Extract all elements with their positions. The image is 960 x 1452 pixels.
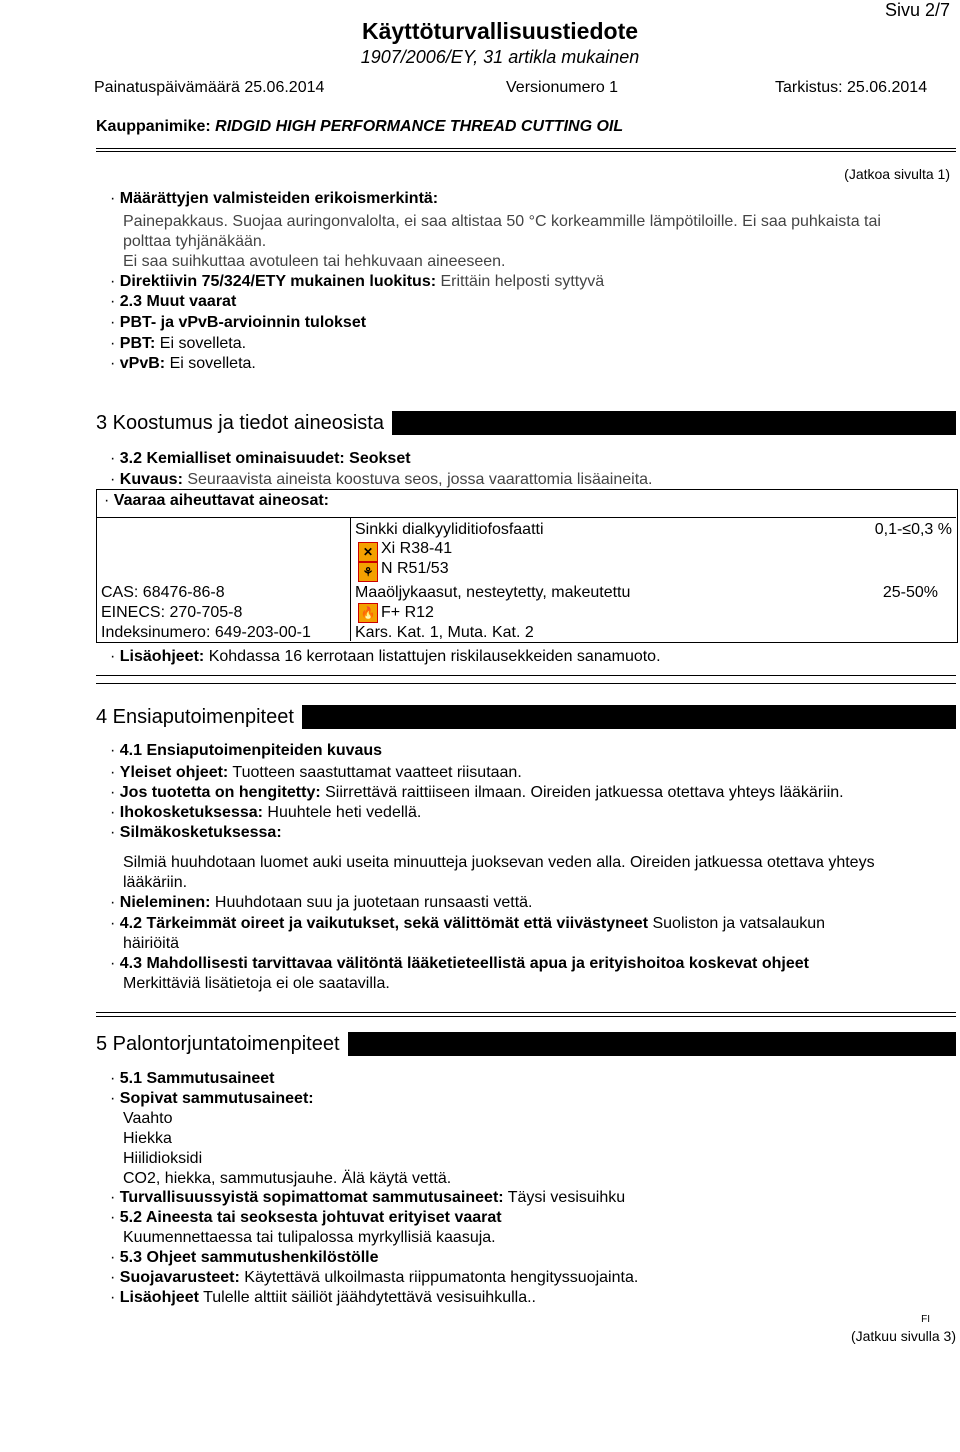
unsuitable-media: · Turvallisuussyistä sopimattomat sammutusaineet: Täysi vesisuihku	[110, 1189, 626, 1206]
ingredient-2-index: Indeksinumero: 649-203-00-1	[101, 624, 311, 641]
eye-contact-line-1: Silmiä huuhdotaan luomet auki useita minuutteja juoksevan veden alla. Oireiden jatkuessa otettava yhteys	[123, 854, 875, 871]
ingestion-value: Huuhdotaan suu ja juotetaan runsaasti vettä.	[214, 894, 533, 911]
eye-contact-label: Silmäkosketuksessa:	[119, 824, 282, 841]
additional-info-label: Lisäohjeet:	[119, 648, 205, 665]
continued-on: (Jatkuu sivulla 3)	[850, 1328, 956, 1344]
symptoms-effects: · 4.2 Tärkeimmät oireet ja vaikutukset, sekä välittömät että viivästyneet Suoliston ja vatsalaukun	[110, 915, 826, 932]
section-4-rule	[96, 1012, 956, 1013]
eye-contact-line-2: lääkäriin.	[123, 874, 188, 891]
ingredient-2-einecs: EINECS: 270-705-8	[101, 604, 243, 621]
document-title: Käyttöturvallisuustiedote	[361, 18, 639, 44]
suitable-media-label: Sopivat sammutusaineet:	[119, 1090, 314, 1107]
pbt-value: Ei sovelleta.	[159, 335, 247, 352]
ingredient-2-class-2: Kars. Kat. 1, Muta. Kat. 2	[355, 624, 534, 641]
inhalation-label: Jos tuotetta on hengitetty:	[119, 784, 321, 801]
additional-info: · Lisäohjeet: Kohdassa 16 kerrotaan listattujen riskilausekkeiden sanamuoto.	[110, 648, 661, 665]
section-5-title: 5 Palontorjuntatoimenpiteet	[96, 1032, 348, 1056]
description-value: Seuraavista aineista koostuva seos, jossa vaarattomia lisäaineita.	[187, 471, 653, 488]
protective-equipment-value: Käytettävä ulkoilmasta riippumatonta hengityssuojainta.	[244, 1269, 639, 1286]
symptoms-continued: häiriöitä	[123, 935, 180, 952]
chemical-label: 3.2 Kemialliset ominaisuudet: Seokset	[119, 450, 411, 467]
symptoms-value: Suoliston ja vatsalaukun	[652, 915, 826, 932]
hazardous-ingredients: · Vaaraa aiheuttavat aineosat:	[104, 492, 333, 510]
other-hazards-label: 2.3 Muut vaarat	[119, 293, 237, 310]
trade-name-value: RIDGID HIGH PERFORMANCE THREAD CUTTING OIL	[215, 118, 624, 135]
protective-equipment-label: Suojavarusteet:	[119, 1269, 240, 1286]
extinguishing-media-label: 5.1 Sammutusaineet	[119, 1070, 275, 1087]
ingestion: · Nieleminen: Huuhdotaan suu ja juotetaan runsaasti vettä.	[110, 894, 533, 911]
flammable-symbol-icon: 🔥	[358, 603, 378, 623]
description-row: · Kuvaus: Seuraavista aineista koostuva seos, jossa vaarattomia lisäaineita.	[110, 471, 653, 488]
pbt-results-label: PBT- ja vPvB-arvioinnin tulokset	[119, 314, 367, 331]
suitable-media: · Sopivat sammutusaineet:	[110, 1090, 314, 1107]
ingredient-1-range: 0,1-≤0,3 %	[874, 521, 952, 538]
skin-contact-value: Huuhtele heti vedellä.	[267, 804, 422, 821]
first-aid-label: 4.1 Ensiaputoimenpiteiden kuvaus	[119, 742, 383, 759]
vpvb-value: Ei sovelleta.	[169, 355, 256, 372]
firefighter-advice-label: 5.3 Ohjeet sammutushenkilöstölle	[119, 1249, 379, 1266]
continued-from: (Jatkoa sivulta 1)	[844, 166, 950, 182]
page-number: Sivu 2/7	[884, 0, 950, 20]
directive-value: Erittäin helposti syttyvä	[440, 273, 605, 290]
section-5-heading	[96, 1032, 956, 1056]
unsuitable-media-label: Turvallisuussyistä sopimattomat sammutusaineet:	[119, 1189, 504, 1206]
ingredient-1-name: Sinkki dialkyyliditiofosfaatti	[355, 521, 544, 538]
general-advice-value: Tuotteen saastuttamat vaatteet riisutaan.	[232, 764, 522, 781]
ingredient-1-class-2: N R51/53	[381, 560, 449, 577]
additional-information-label: Lisäohjeet	[119, 1289, 199, 1306]
medical-attention-label: 4.3 Mahdollisesti tarvittavaa välitöntä lääketieteellistä apua ja erityishoitoa koskevat ohjeet	[119, 955, 809, 972]
first-aid-description: · 4.1 Ensiaputoimenpiteiden kuvaus	[110, 742, 383, 759]
section-3-rule	[96, 675, 956, 676]
symptoms-label: 4.2 Tärkeimmät oireet ja vaikutukset, sekä välittömät että viivästyneet	[119, 915, 649, 932]
vpvb-row: · vPvB: Ei sovelleta.	[110, 355, 256, 372]
section-4-heading	[96, 705, 956, 729]
special-marking-label: Määrättyjen valmisteiden erikoismerkintä:	[119, 190, 439, 207]
general-advice-label: Yleiset ohjeet:	[119, 764, 229, 781]
environment-symbol-icon: ⚘	[358, 562, 378, 582]
unsuitable-media-value: Täysi vesisuihku	[507, 1189, 626, 1206]
irritant-symbol-icon: ✕	[358, 542, 378, 562]
special-marking: · Määrättyjen valmisteiden erikoismerkintä:	[110, 190, 439, 207]
ingredient-2-class-1: F+ R12	[381, 604, 434, 621]
section-4-title: 4 Ensiaputoimenpiteet	[96, 705, 302, 729]
special-hazards-value: Kuumennettaessa tai tulipalossa myrkyllisiä kaasuja.	[123, 1229, 496, 1246]
special-line-2: polttaa tyhjänäkään.	[123, 233, 267, 250]
table-header-rule	[96, 517, 956, 518]
section-3-heading	[96, 411, 956, 435]
print-date: Painatuspäivämäärä 25.06.2014	[94, 79, 325, 96]
trade-name-row	[96, 118, 623, 136]
eye-contact: · Silmäkosketuksessa:	[110, 824, 282, 841]
special-hazards: · 5.2 Aineesta tai seoksesta johtuvat erityiset vaarat	[110, 1209, 502, 1226]
medical-attention-value: Merkittäviä lisätietoja ei ole saatavilla.	[123, 975, 390, 992]
suitable-media-4: CO2, hiekka, sammutusjauhe. Älä käytä vettä.	[123, 1170, 452, 1187]
inhalation-value: Siirrettävä raittiiseen ilmaan. Oireiden jatkuessa otettava yhteys lääkäriin.	[325, 784, 844, 801]
skin-contact: · Ihokosketuksessa: Huuhtele heti vedellä.	[110, 804, 422, 821]
description-label: Kuvaus:	[119, 471, 183, 488]
skin-contact-label: Ihokosketuksessa:	[119, 804, 263, 821]
ingredient-2-cas: CAS: 68476-86-8	[101, 584, 225, 601]
additional-information: · Lisäohjeet Tulelle alttiit säiliöt jäähdytettävä vesisuihkulla..	[110, 1289, 536, 1306]
section-3-title: 3 Koostumus ja tiedot aineosista	[96, 411, 392, 435]
protective-equipment: · Suojavarusteet: Käytettävä ulkoilmasta riippumatonta hengityssuojainta.	[110, 1269, 639, 1286]
special-hazards-label: 5.2 Aineesta tai seoksesta johtuvat erityiset vaarat	[119, 1209, 502, 1226]
suitable-media-2: Hiekka	[123, 1130, 172, 1147]
pbt-results: · PBT- ja vPvB-arvioinnin tulokset	[110, 314, 367, 331]
trade-name-label: Kauppanimike:	[96, 118, 211, 135]
firefighter-advice: · 5.3 Ohjeet sammutushenkilöstölle	[110, 1249, 379, 1266]
additional-information-value: Tulelle alttiit säiliöt jäähdytettävä vesisuihkulla..	[203, 1289, 536, 1306]
table-column-divider	[350, 517, 351, 641]
language-code: FI	[921, 1314, 930, 1325]
hazardous-label: Vaaraa aiheuttavat aineosat:	[113, 492, 329, 509]
ingestion-label: Nieleminen:	[119, 894, 211, 911]
ingredient-1-class-1: Xi R38-41	[381, 540, 453, 557]
chemical-characterization: · 3.2 Kemialliset ominaisuudet: Seokset	[110, 450, 411, 467]
header-rule-2	[96, 151, 956, 152]
pbt-label: PBT:	[119, 335, 156, 352]
ingredient-2-name: Maaöljykaasut, nesteytetty, makeutettu	[355, 584, 631, 601]
additional-info-value: Kohdassa 16 kerrotaan listattujen riskilausekkeiden sanamuoto.	[208, 648, 661, 665]
review-date: Tarkistus: 25.06.2014	[775, 79, 928, 96]
general-advice: · Yleiset ohjeet: Tuotteen saastuttamat vaatteet riisutaan.	[110, 764, 522, 781]
header-rule	[96, 148, 956, 149]
document-subtitle: 1907/2006/EY, 31 artikla mukainen	[360, 47, 640, 67]
after-inhalation: · Jos tuotetta on hengitetty: Siirrettävä raittiiseen ilmaan. Oireiden jatkuessa otettava yhteys lääkäriin.	[110, 784, 844, 801]
section-4-rule-2	[96, 1016, 956, 1017]
directive-classification: · Direktiivin 75/324/ETY mukainen luokitus: Erittäin helposti syttyvä	[110, 273, 605, 290]
medical-attention: · 4.3 Mahdollisesti tarvittavaa välitöntä lääketieteellistä apua ja erityishoitoa koskevat ohjeet	[110, 955, 809, 972]
extinguishing-media: · 5.1 Sammutusaineet	[110, 1070, 275, 1087]
vpvb-label: vPvB:	[119, 355, 166, 372]
directive-label: Direktiivin 75/324/ETY mukainen luokitus:	[119, 273, 437, 290]
version-number: Versionumero 1	[506, 79, 619, 96]
suitable-media-1: Vaahto	[123, 1110, 173, 1127]
special-line-1: Painepakkaus. Suojaa auringonvalolta, ei saa altistaa 50 °C korkeammille lämpötiloille. Ei saa puhkaista tai	[123, 213, 881, 230]
other-hazards: · 2.3 Muut vaarat	[110, 293, 237, 310]
pbt-row: · PBT: Ei sovelleta.	[110, 335, 247, 352]
suitable-media-3: Hiilidioksidi	[123, 1150, 203, 1167]
section-3-rule-2	[96, 683, 956, 684]
special-line-3: Ei saa suihkuttaa avotuleen tai hehkuvaan aineeseen.	[123, 253, 506, 270]
ingredient-2-range: 25-50%	[882, 584, 938, 601]
